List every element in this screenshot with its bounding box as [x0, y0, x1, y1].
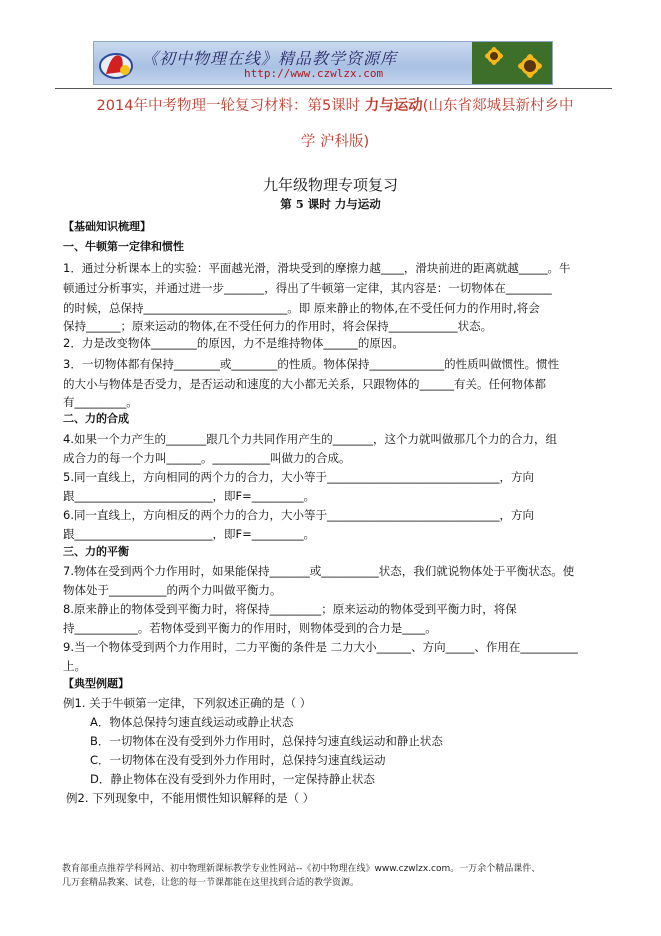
example-2-question: 例2. 下列现象中，不能用惯性知识解释的是（ ） [66, 791, 315, 805]
section-heading-equilibrium: 三、力的平衡 [63, 545, 129, 558]
question-5-line-2: 跟________________________，即F=_________。 [63, 489, 315, 503]
doc-title-prefix: 2014年中考物理一轮复习材料：第5课时 [96, 98, 365, 114]
section-heading-basics: 【基础知识梳理】 [63, 220, 151, 233]
question-9-line-2: 上。 [63, 659, 86, 673]
question-1-line-1: 1．通过分析课本上的实验：平面越光滑，滑块受到的摩擦力越____，滑块前进的距离就越_____。牛 [63, 261, 571, 275]
footer-line-1: 教育部重点推荐学科网站、初中物理新课标教学专业性网站--《初中物理在线》www.czwlzx.com。一万余个精品课件、 [62, 864, 541, 874]
question-1-line-4: 保持______；原来运动的物体,在不受任何力的作用时，将会保持____________状态。 [63, 319, 493, 333]
header-divider [55, 88, 612, 89]
section-heading-newton: 一、牛顿第一定律和惯性 [63, 240, 184, 253]
section-heading-examples: 【典型例题】 [63, 677, 129, 690]
question-7-line-2: 物体处于__________的两个力叫做平衡力。 [63, 583, 282, 597]
footer-line-2: 几万套精品教案、试卷，让您的每一节课都能在这里找到合适的教学资源。 [62, 878, 360, 888]
example-1-option-d: D．静止物体在没有受到外力作用时，一定保持静止状态 [90, 772, 375, 786]
example-1-option-b: B．一切物体在没有受到外力作用时，总保持匀速直线运动和静止状态 [90, 734, 443, 748]
question-6-line-2: 跟________________________，即F=_________。 [63, 527, 315, 541]
page-footer [62, 862, 602, 890]
question-9-line-1: 9.当一个物体受到两个力作用时，二力平衡的条件是 二力大小______、方向_____、作用在__________ [63, 640, 578, 654]
doc-title-suffix: (山东省郯城县新村乡中 [422, 98, 574, 114]
section-heading-composition: 二、力的合成 [63, 412, 129, 425]
site-banner[interactable] [93, 41, 553, 85]
question-1-line-2: 顿通过分析事实，并通过进一步_______，得出了牛顿第一定律，其内容是：一切物体在________ [63, 281, 552, 295]
document-title [55, 92, 615, 120]
question-4-line-2: 成合力的每一个力叫______。__________叫做力的合成。 [63, 451, 351, 465]
question-3-line-3: 有_________。 [63, 395, 138, 409]
sunflower-decoration-icon [472, 42, 552, 85]
question-8-line-1: 8.原来静止的物体受到平衡力时，将保持_________；原来运动的物体受到平衡力时，将保 [63, 602, 517, 616]
question-5-line-1: 5.同一直线上，方向相同的两个力的合力，大小等于______________________________，方向 [63, 470, 534, 484]
document-title-line2: 学 沪科版) [300, 134, 370, 150]
doc-title-bold: 力与运动 [364, 98, 423, 114]
question-4-line-1: 4.如果一个力产生的_______跟几个力共同作用产生的_______，这个力就叫做那几个力的合力，组 [63, 432, 557, 446]
question-1-line-3: 的时候，总保持_________________________。即 原来静止的物体,在不受任何力的作用时,将会 [63, 301, 540, 315]
question-2: 2．力是改变物体________的原因，力不是维持物体______的原因。 [63, 336, 404, 350]
example-1-question: 例1. 关于牛顿第一定律，下列叙述正确的是（ ） [63, 696, 312, 710]
site-logo-icon [98, 46, 134, 82]
question-3-line-2: 的大小与物体是否受力，是否运动和速度的大小都无关系，只跟物体的______有关。任何物体都 [63, 377, 546, 391]
example-1-option-a: A．物体总保持匀速直线运动或静止状态 [90, 715, 294, 729]
question-6-line-1: 6.同一直线上，方向相反的两个力的合力，大小等于______________________________，方向 [63, 508, 534, 522]
question-7-line-1: 7.物体在受到两个力作用时，如果能保持_______或__________状态，我们就说物体处于平衡状态。使 [63, 564, 575, 578]
example-1-option-c: C．一切物体在没有受到外力作用时，总保持匀速直线运动 [90, 753, 386, 767]
sub-title: 第 5 课时 力与运动 [280, 197, 381, 211]
main-title: 九年级物理专项复习 [262, 176, 398, 194]
banner-title: 《初中物理在线》精品教学资源库 [142, 49, 398, 68]
question-8-line-2: 持___________。若物体受到平衡力的作用时，则物体受到的合力是____。 [63, 621, 437, 635]
question-3-line-1: 3．一切物体都有保持________或________的性质。物体保持_____________的性质叫做惯性。惯性 [63, 357, 560, 371]
banner-url[interactable]: http://www.czwlzx.com [244, 67, 384, 80]
